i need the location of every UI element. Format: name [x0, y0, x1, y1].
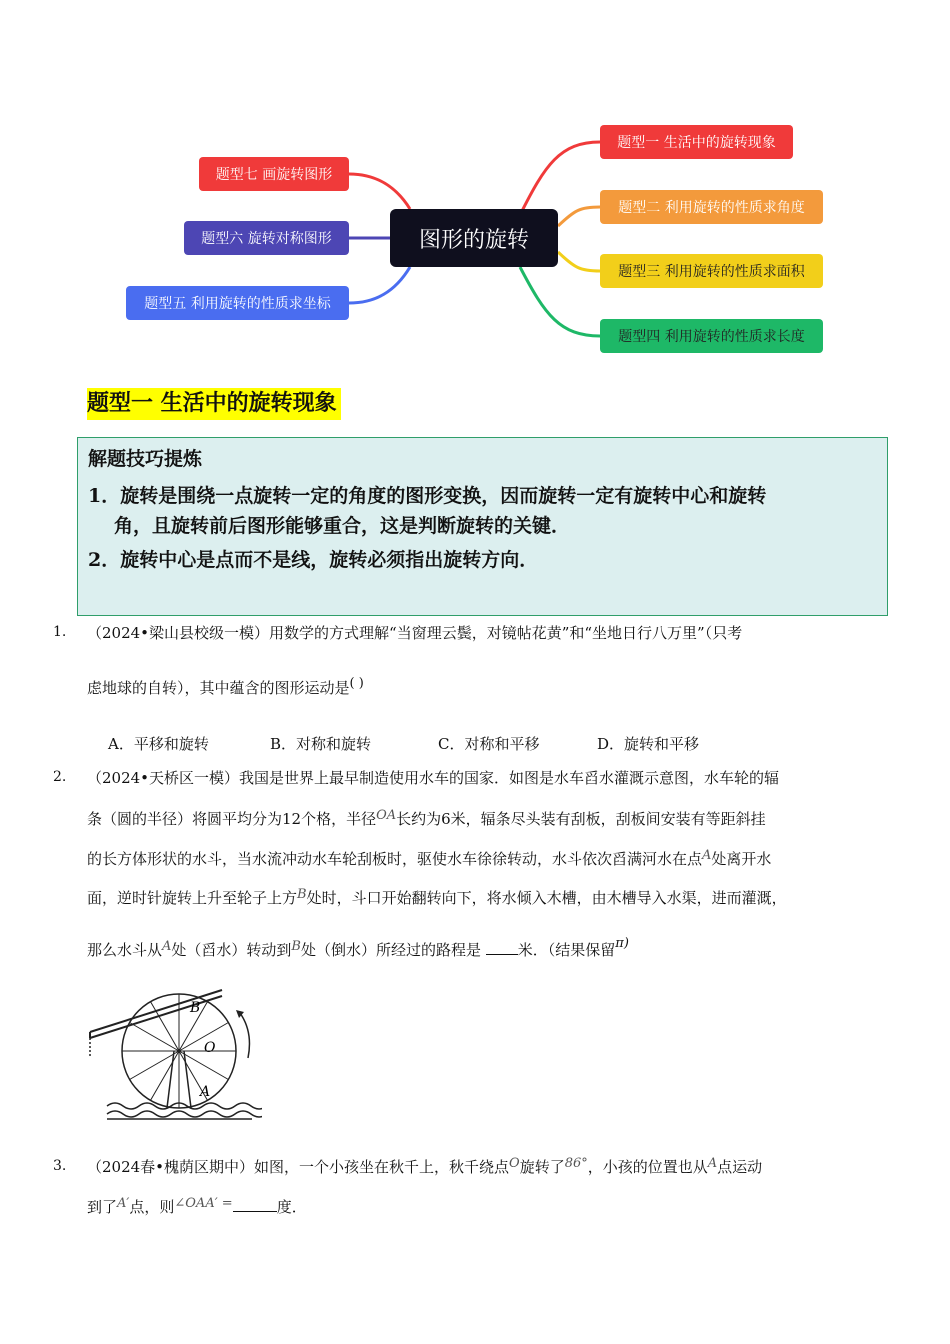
q2-point-b: B — [297, 887, 307, 902]
wheel-label-o: O — [204, 1040, 216, 1056]
q1-number: 1. — [53, 624, 67, 640]
q2-line-2b: 长约为6米，辐条尽头装有刮板，刮板间安装有等距斜挂 — [396, 810, 766, 828]
q2-line-4a: 面，逆时针旋转上升至轮子上方 — [87, 889, 298, 907]
connector-right-1 — [520, 142, 600, 215]
q2-oa: OA — [376, 808, 397, 823]
q2-point-a: A — [702, 848, 712, 863]
q2-pi: π) — [615, 936, 629, 951]
q3-line-2a: 到了 — [87, 1198, 118, 1216]
wheel-label-b: B — [190, 1000, 201, 1016]
connector-right-3 — [558, 252, 600, 271]
q3-point-a: A — [707, 1156, 718, 1171]
q2-line-1: （2024•天桥区一模）我国是世界上最早制造使用水车的国家．如图是水车舀水灌溉示意图，水车轮的辐 — [87, 769, 780, 787]
q3-line-1a: （2024春•槐荫区期中）如图，一个小孩坐在秋千上，秋千绕点 — [87, 1158, 510, 1176]
tip-line-1b: 角，且旋转前后图形能够重合，这是判断旋转的关键． — [114, 515, 571, 537]
q2-point-b-2: B — [291, 939, 301, 954]
q2-line-3 — [87, 848, 771, 869]
q1-option-d: D．旋转和平移 — [597, 735, 700, 753]
q2-line-5 — [87, 936, 629, 960]
section-title: 题型一 生活中的旋转现象 — [87, 388, 341, 420]
tips-box — [77, 437, 888, 616]
mindmap-node-type6: 题型六 旋转对称图形 — [184, 221, 349, 255]
rotation-arrow — [240, 1013, 249, 1058]
q2-line-5c: 处（倒水）所经过的路程是 — [300, 941, 481, 959]
tips-heading: 解题技巧提炼 — [88, 448, 203, 470]
tip-line-2: 2．旋转中心是点而不是线，旋转必须指出旋转方向． — [88, 549, 539, 571]
q2-line-5d: 米．（结果保留 — [517, 941, 616, 959]
q1-option-c: C．对称和平移 — [438, 735, 540, 753]
mindmap-node-type1: 题型一 生活中的旋转现象 — [600, 125, 793, 159]
mindmap-node-type7: 题型七 画旋转图形 — [199, 157, 349, 191]
q3-line-1 — [87, 1156, 762, 1177]
q3-line-1d: 点运动 — [717, 1158, 763, 1176]
q2-line-4 — [87, 887, 787, 908]
q2-line-5a: 那么水斗从 — [87, 941, 163, 959]
q3-line-1b: 旋转了 — [519, 1158, 565, 1176]
mindmap-node-type3: 题型三 利用旋转的性质求面积 — [600, 254, 823, 288]
connector-right-4 — [520, 267, 600, 336]
q3-answer-blank[interactable] — [233, 1197, 277, 1212]
water-wheel-figure — [82, 988, 262, 1123]
wheel-spoke — [151, 1051, 180, 1100]
q3-degree: 86° — [564, 1156, 588, 1171]
q1-line-1: （2024•梁山县校级一模）用数学的方式理解“当窗理云鬓，对镜帖花黄”和“坐地日行八万里”（只考 — [87, 624, 743, 642]
wheel-spoke — [130, 1023, 179, 1052]
mindmap-node-type5: 题型五 利用旋转的性质求坐标 — [126, 286, 349, 320]
wheel-label-a: A — [200, 1084, 211, 1100]
q1-option-b: B．对称和旋转 — [270, 735, 372, 753]
q2-line-4b: 处时，斗口开始翻转向下，将水倾入木槽，由木槽导入水渠，进而灌溉， — [306, 889, 787, 907]
q3-line-2 — [87, 1196, 307, 1217]
connector-left-3 — [349, 267, 410, 303]
q2-line-2 — [87, 808, 766, 829]
q1-line-2 — [87, 677, 364, 698]
q3-line-2b: 点，则 — [129, 1198, 175, 1216]
q1-option-a: A．平移和旋转 — [108, 735, 209, 753]
q2-point-a-2: A — [162, 939, 172, 954]
q3-line-2c: 度． — [276, 1198, 307, 1216]
q1-line-2-text: 虑地球的自转），其中蕴含的图形运动是 — [87, 679, 350, 697]
q2-number: 2. — [53, 769, 67, 785]
q3-line-1c: ，小孩的位置也从 — [587, 1158, 708, 1176]
connector-left-1 — [349, 174, 410, 209]
q2-line-2a: 条（圆的半径）将圆平均分为12个格，半径 — [87, 810, 377, 828]
q1-answer-paren: ( ) — [349, 676, 364, 691]
q3-angle: ∠OAA′ = — [174, 1196, 233, 1211]
q3-point-o: O — [509, 1156, 520, 1171]
q3-number: 3. — [53, 1158, 67, 1174]
q3-point-aprime: A′ — [117, 1196, 130, 1211]
mindmap-node-type2: 题型二 利用旋转的性质求角度 — [600, 190, 823, 224]
q2-line-3a: 的长方体形状的水斗，当水流冲动水车轮刮板时，驱使水车徐徐转动，水斗依次舀满河水在点 — [87, 850, 703, 868]
q2-line-5b: 处（舀水）转动到 — [171, 941, 292, 959]
q2-answer-blank[interactable] — [486, 940, 518, 955]
mindmap-node-type4: 题型四 利用旋转的性质求长度 — [600, 319, 823, 353]
tip-line-1a: 1．旋转是围绕一点旋转一定的角度的图形变换，因而旋转一定有旋转中心和旋转 — [88, 485, 767, 507]
mindmap-center-node: 图形的旋转 — [390, 209, 558, 267]
connector-right-2 — [558, 207, 600, 226]
q2-line-3b: 处离开水 — [711, 850, 772, 868]
